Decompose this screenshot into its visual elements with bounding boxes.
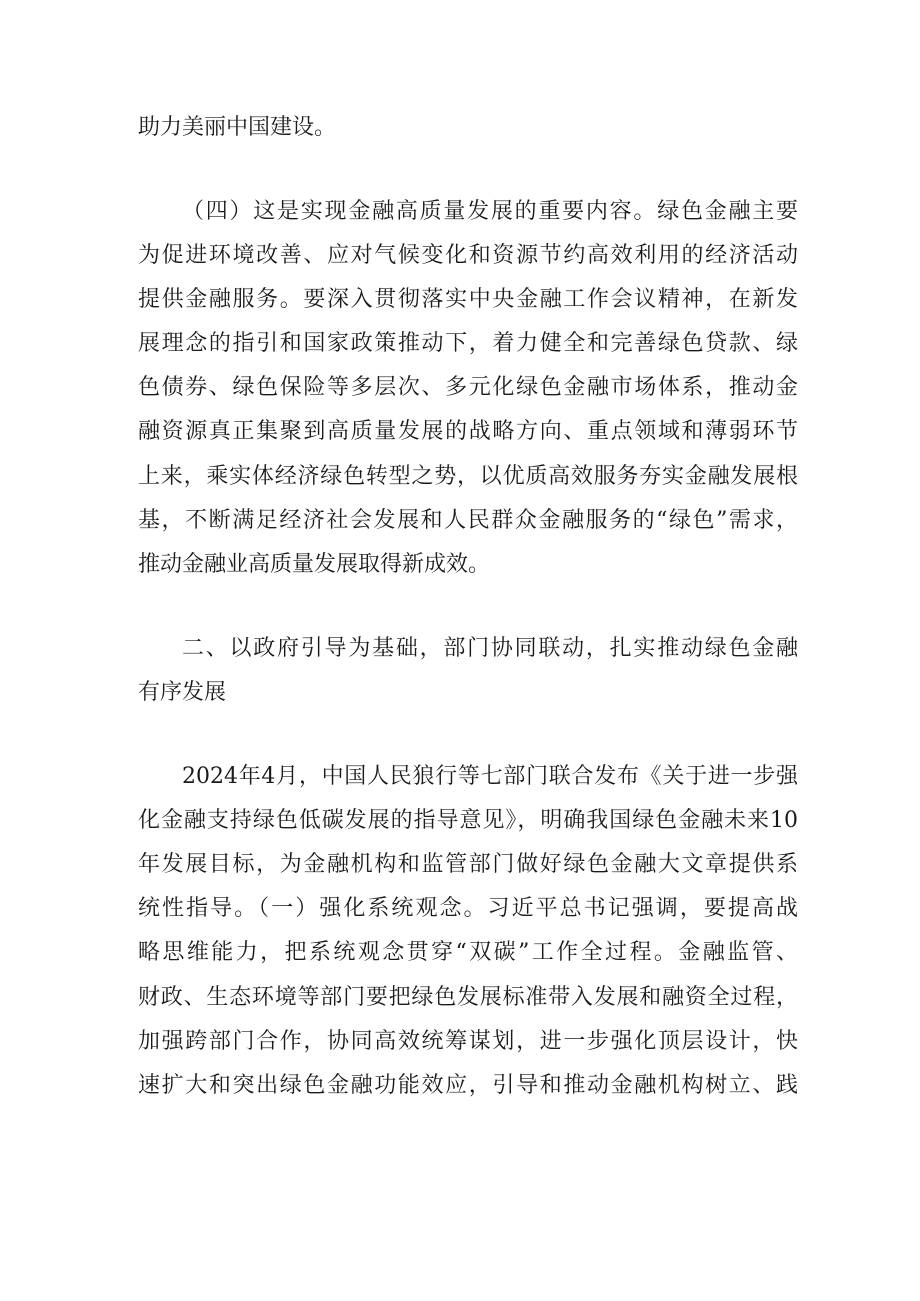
paragraph-line: 展理念的指引和国家政策推动下，着力健全和完善绿色贷款、绿 bbox=[138, 331, 798, 356]
paragraph-line: 基，不断满足经济社会发展和人民群众金融服务的“绿色”需求， bbox=[138, 508, 798, 533]
paragraph-line: 色债券、绿色保险等多层次、多元化绿色金融市场体系，推动金 bbox=[138, 375, 798, 400]
paragraph-line: 提供金融服务。要深入贯彻落实中央金融工作会议精神，在新发 bbox=[138, 287, 798, 312]
paragraph-line: 上来，乘实体经济绿色转型之势，以优质高效服务夯实金融发展根 bbox=[138, 464, 798, 489]
paragraph-line: 推动金融业高质量发展取得新成效。 bbox=[138, 552, 491, 577]
paragraph-line: 2024年4月，中国人民狼行等七部门联合发布《关于进一步强 bbox=[182, 764, 798, 789]
section-heading-line: 二、以政府引导为基础，部门协同联动，扎实推动绿色金融 bbox=[182, 636, 798, 661]
paragraph-line: 助力美丽中国建设。 bbox=[138, 115, 337, 140]
paragraph-line: 融资源真正集聚到高质量发展的战略方向、重点领域和薄弱环节 bbox=[138, 419, 798, 444]
section-heading-line: 有序发展 bbox=[138, 680, 227, 705]
paragraph-line: （四）这是实现金融高质量发展的重要内容。绿色金融主要 bbox=[182, 199, 798, 224]
paragraph-line: 速扩大和突出绿色金融功能效应，引导和推动金融机构树立、践 bbox=[138, 1073, 798, 1098]
paragraph-line: 统性指导。（一）强化系统观念。习近平总书记强调，要提高战 bbox=[138, 896, 798, 921]
paragraph-line: 化金融支持绿色低碳发展的指导意见》，明确我国绿色金融未来10 bbox=[138, 808, 798, 833]
paragraph-line: 财政、生态环境等部门要把绿色发展标准带入发展和融资全过程， bbox=[138, 985, 798, 1010]
paragraph-line: 年发展目标，为金融机构和监管部门做好绿色金融大文章提供系 bbox=[138, 852, 798, 877]
paragraph-line: 为促进环境改善、应对气候变化和资源节约高效利用的经济活动 bbox=[138, 243, 798, 268]
paragraph-line: 加强跨部门合作，协同高效统筹谋划，进一步强化顶层设计，快 bbox=[138, 1029, 798, 1054]
paragraph-line: 略思维能力，把系统观念贯穿“双碳”工作全过程。金融监管、 bbox=[138, 940, 798, 965]
